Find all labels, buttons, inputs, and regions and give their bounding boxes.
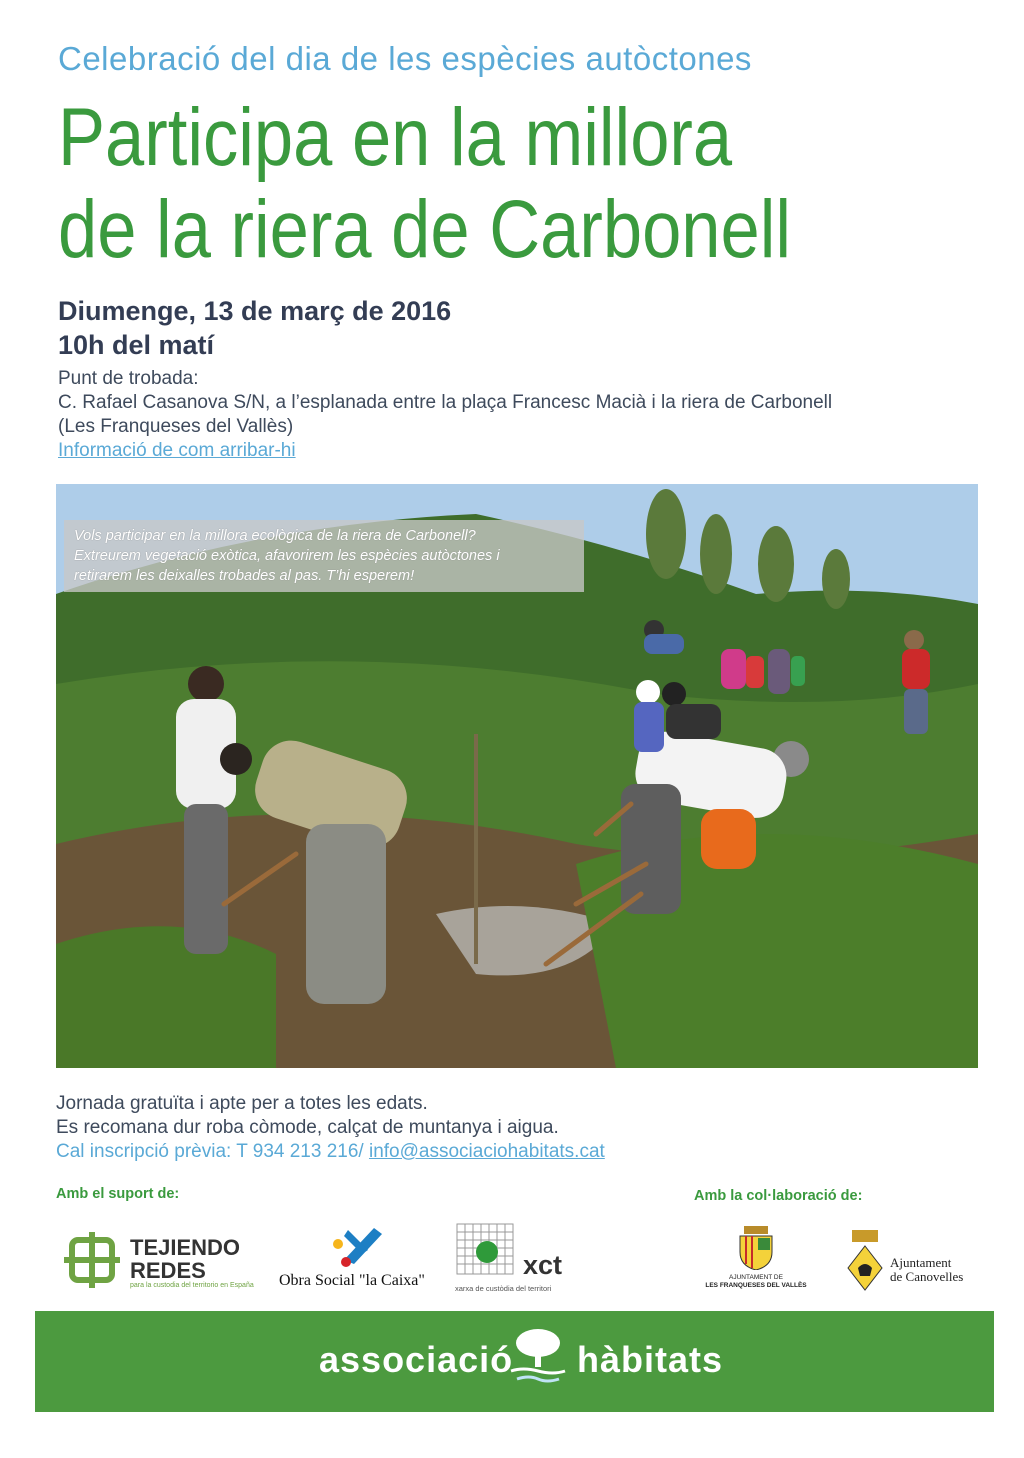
address-line-2: (Les Franqueses del Vallès) <box>58 416 294 437</box>
email-link[interactable]: info@associaciohabitats.cat <box>368 1141 605 1162</box>
photo-caption-line-3: retirarem les deixalles trobades al pas. T’hi esperem! <box>74 568 415 584</box>
footer-brand-left: associació <box>319 1339 514 1380</box>
directions-link[interactable]: Informació de com arribar-hi <box>58 440 296 461</box>
franqueses-line-2: LES FRANQUESES DEL VALLÈS <box>705 1282 807 1289</box>
event-time: 10h del matí <box>58 330 215 360</box>
canovelles-logo <box>846 1228 976 1294</box>
tejiendo-redes-logo <box>62 1228 262 1292</box>
grid-globe-icon <box>455 1222 519 1280</box>
photo-caption-line-2: Extreurem vegetació exòtica, afavorirem les espècies autòctones i <box>74 548 500 564</box>
page-title <box>58 92 791 276</box>
note-free-event: Jornada gratuïta i apte per a totes les edats. <box>56 1093 428 1114</box>
la-caixa-name: Obra Social "la Caixa" <box>279 1272 425 1289</box>
star-icon <box>324 1220 394 1270</box>
subtitle: Celebració del dia de les espècies autòctones <box>58 40 752 77</box>
note-clothing: Es recomana dur roba còmode, calçat de muntanya i aigua. <box>56 1117 559 1138</box>
canovelles-line-2: de Canovelles <box>890 1269 964 1284</box>
title-line-2: de la riera de Carbonell <box>58 184 792 275</box>
event-date: Diumenge, 13 de març de 2016 <box>58 296 452 326</box>
footer-banner <box>35 1311 994 1412</box>
photo-caption-line-1: Vols participar en la millora ecològica de la riera de Carbonell? <box>74 528 476 544</box>
collaboration-label: Amb la col·laboració de: <box>694 1188 863 1204</box>
xct-logo <box>455 1222 585 1294</box>
canovelles-line-1: Ajuntament <box>890 1255 952 1270</box>
registration-phone: Cal inscripció prèvia: T 934 213 216/ <box>56 1141 369 1162</box>
franqueses-line-1: AJUNTAMENT DE <box>729 1274 783 1281</box>
tejiendo-tagline: para la custodia del territorio en España <box>130 1282 254 1289</box>
meeting-label: Punt de trobada: <box>58 368 199 389</box>
title-line-1: Participa en la millora <box>58 92 733 183</box>
tejiendo-line-2: REDES <box>130 1258 206 1283</box>
support-label: Amb el suport de: <box>56 1186 180 1202</box>
photo-caption-box <box>64 520 584 592</box>
xct-name: xct <box>523 1250 563 1280</box>
les-franqueses-logo <box>694 1226 818 1296</box>
event-photo <box>56 484 978 1068</box>
tree-logo-icon <box>507 1325 569 1387</box>
la-caixa-logo <box>279 1220 439 1292</box>
coat-of-arms-icon <box>736 1226 776 1270</box>
xct-tagline: xarxa de custòdia del territori <box>455 1284 552 1293</box>
note-registration <box>56 1141 605 1163</box>
tejiendo-line-1: TEJIENDO <box>130 1235 241 1260</box>
address-line-1: C. Rafael Casanova S/N, a l’esplanada entre la plaça Francesc Macià i la riera de Carbonell <box>58 392 833 413</box>
footer-brand-right: hàbitats <box>577 1339 724 1380</box>
canovelles-shield-icon <box>846 1228 884 1292</box>
knot-icon <box>62 1230 122 1290</box>
